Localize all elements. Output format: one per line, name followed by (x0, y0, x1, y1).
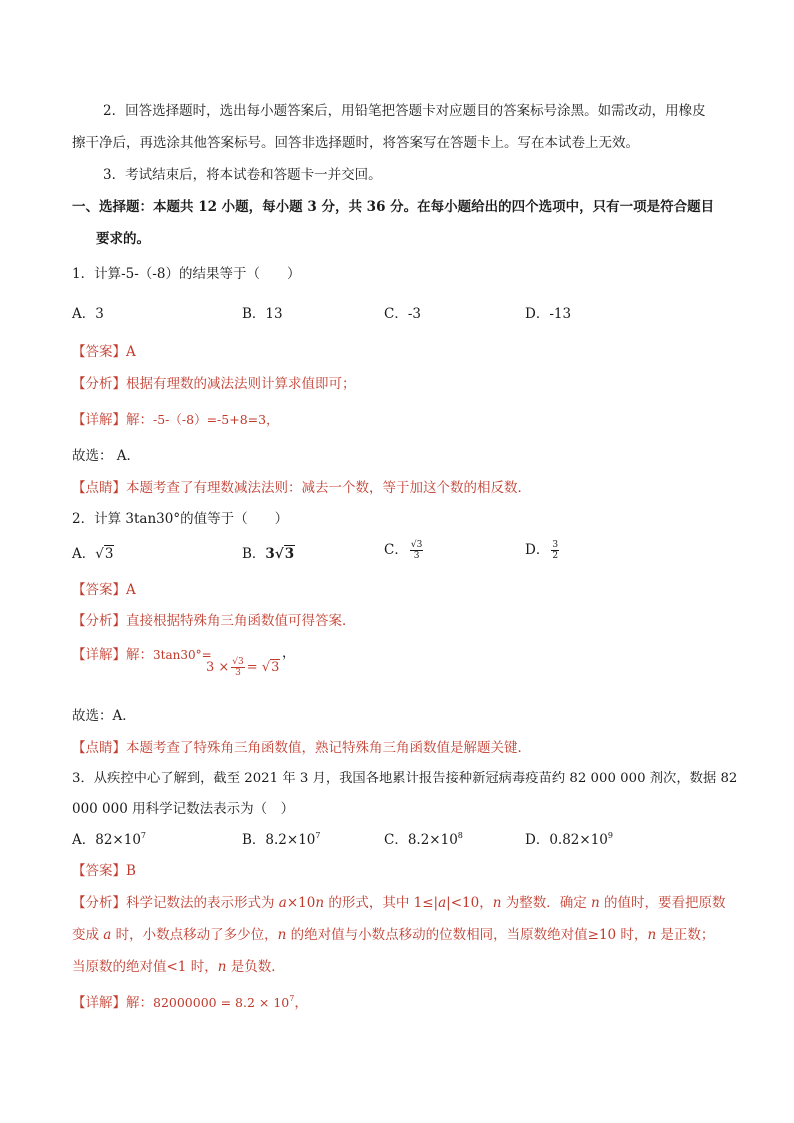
analysis-text: 时，小数点移动了多少位， (111, 927, 278, 943)
comment-tag: 【点睛】 (72, 740, 126, 756)
q2-detail (72, 645, 212, 665)
q3-option-c-label: C．8.2×10 (384, 832, 458, 848)
q1-comment-text: 本题考查了有理数减法法则：减去一个数，等于加这个数的相反数． (126, 480, 531, 496)
sqrt-radicand: 3 (104, 546, 114, 562)
comment-tag: 【点睛】 (72, 480, 126, 496)
symbol-n: n (277, 927, 287, 943)
symbol-n: n (492, 895, 502, 911)
q2-answer-value: A (126, 582, 136, 598)
analysis-text: 的绝对值与小数点移动的位数相同，当原数绝对值≥10 时， (286, 927, 648, 943)
sqrt-3: √3 (274, 546, 295, 562)
analysis-tag: 【分析】 (72, 376, 126, 392)
symbol-a: a (438, 895, 447, 911)
symbol-n: n (217, 959, 227, 975)
section-heading-line-1: 一、选择题：本题共 12 小题，每小题 3 分，共 36 分。在每小题给出的四个选项中，只有一项是符合题目 (72, 199, 715, 215)
q3-analysis-line-2 (72, 925, 714, 945)
fraction (231, 657, 244, 678)
instruction-2-line-1: 2．回答选择题时，选出每小题答案后，用铅笔把答题卡对应题目的答案标号涂黑。如需改动，用橡皮 (103, 103, 706, 119)
analysis-tag: 【分析】 (72, 895, 126, 911)
analysis-text: 是正数； (656, 927, 715, 943)
q3-option-a (72, 830, 146, 850)
frac-num-value: 3 (416, 540, 423, 550)
q2-stem: 2．计算 3tan30°的值等于（ ） (72, 511, 289, 527)
q2-option-a (72, 544, 114, 564)
q3-analysis-line-3 (72, 957, 285, 977)
answer-tag: 【答案】 (72, 582, 126, 598)
detail-tag: 【详解】 (72, 412, 126, 428)
sqrt-3: √3 (261, 660, 280, 675)
q2-detail-prefix: 解： (126, 647, 153, 663)
q2-answer (72, 580, 136, 600)
analysis-text: 的形式，其中 1≤| (324, 895, 439, 911)
analysis-text: 当原数的绝对值<1 时， (72, 959, 218, 975)
symbol-n: n (591, 895, 600, 911)
analysis-text: 科学记数法的表示形式为 (126, 895, 279, 911)
symbol-a: a (278, 895, 287, 911)
q1-analysis-text: 根据有理数的减法法则计算求值即可； (126, 376, 356, 392)
q1-analysis (72, 374, 356, 394)
q3-detail-prefix: 解： (126, 995, 153, 1011)
instruction-3: 3．考试结束后，将本试卷和答题卡一并交回。 (103, 167, 382, 183)
q2-option-c (384, 540, 425, 561)
fraction-numerator: 3 (552, 540, 559, 550)
q2-comment (72, 738, 531, 758)
analysis-tag: 【分析】 (72, 613, 126, 629)
symbol-a: a (103, 927, 112, 943)
q1-option-b: B．13 (242, 306, 283, 322)
fraction-numerator: √3 (232, 657, 244, 667)
q1-answer-value: A (126, 344, 136, 360)
q1-detail-expr: -5-（-8）=-5+8=3， (153, 412, 279, 427)
q3-analysis-line-1 (72, 893, 726, 913)
q3-option-b-label: B．8.2×10 (242, 832, 316, 848)
fraction-denominator: 3 (235, 668, 241, 678)
sqrt-radicand: 3 (284, 546, 295, 562)
detail-tag: 【详解】 (72, 995, 126, 1011)
exponent: 8 (457, 831, 463, 840)
section-heading-line-2: 要求的。 (96, 231, 150, 247)
detail-tag: 【详解】 (72, 647, 126, 663)
exponent: 7 (289, 994, 295, 1003)
q2-detail-formula (206, 657, 280, 678)
q2-option-b (242, 544, 295, 564)
q1-option-c: C．-3 (384, 306, 421, 322)
q2-comment-text: 本题考查了特殊角三角函数值，熟记特殊角三角函数值是解题关键． (126, 740, 531, 756)
symbol-n: n (315, 895, 325, 911)
q1-option-a: A．3 (72, 306, 104, 322)
q2-analysis (72, 611, 356, 631)
exponent: 9 (607, 831, 613, 840)
q3-stem-line-2: 000 000 用科学记数法表示为（ ） (72, 801, 295, 817)
q2-analysis-text: 直接根据特殊角三角函数值可得答案． (126, 613, 356, 629)
exponent: 7 (140, 831, 147, 840)
q3-option-c (384, 830, 463, 850)
q2-choice: 故选：A． (72, 708, 136, 724)
analysis-text: 是负数． (226, 959, 285, 975)
q2-option-b-label: B． (242, 546, 266, 562)
frac-num-value: 3 (238, 657, 244, 667)
fraction-numerator: √3 (410, 540, 423, 550)
analysis-text: |<10， (446, 895, 493, 911)
q3-option-b (242, 830, 320, 850)
exponent: 7 (315, 831, 321, 840)
q3-detail (72, 993, 308, 1013)
instruction-2-line-2: 擦干净后，再选涂其他答案标号。回答非选择题时，将答案写在答题卡上。写在本试卷上无效。 (72, 135, 639, 151)
q1-choice: 故选： A． (72, 448, 141, 464)
q3-stem-line-1: 3．从疾控中心了解到，截至 2021 年 3 月，我国各地累计报告接种新冠病毒疫苗约 82 000 000 剂次，数据 82 (72, 771, 738, 786)
q1-detail-prefix: 解： (126, 412, 153, 428)
formula-equals: = (246, 660, 258, 675)
q3-answer (72, 861, 136, 881)
fraction (410, 540, 423, 561)
analysis-text: ×10 (286, 895, 316, 911)
q2-option-d (525, 540, 561, 561)
analysis-text: 变成 (72, 927, 104, 943)
answer-tag: 【答案】 (72, 344, 126, 360)
q1-answer (72, 342, 136, 362)
analysis-text: 为整数．确定 (501, 895, 592, 911)
fraction-denominator: 3 (413, 551, 420, 561)
symbol-n: n (647, 927, 657, 943)
q2-option-a-label: A． (72, 546, 96, 562)
q3-option-d-label: D．0.82×10 (525, 832, 608, 848)
q1-comment (72, 478, 531, 498)
q2-detail-lhs: 3tan30°= (153, 648, 212, 662)
q3-answer-value: B (126, 863, 136, 879)
q3-detail-expr: 82000000 = 8.2 × 10 (153, 995, 290, 1010)
q1-detail (72, 410, 279, 430)
q3-option-a-label: A．82×10 (72, 832, 141, 848)
answer-tag: 【答案】 (72, 863, 126, 879)
q3-detail-comma: ， (294, 995, 308, 1011)
formula-multiplier: 3 × (206, 660, 230, 675)
analysis-text: 的值时，要看把原数 (599, 895, 726, 911)
fraction (551, 540, 559, 561)
q2-option-c-label: C． (384, 542, 408, 558)
q3-option-d (525, 830, 613, 850)
fraction-denominator: 2 (552, 551, 559, 561)
sqrt-3: √3 (95, 546, 114, 562)
q1-stem: 1．计算-5-（-8）的结果等于（ ） (72, 266, 301, 282)
q1-option-d: D．-13 (525, 306, 572, 322)
q2-option-b-coef: 3 (265, 546, 275, 562)
sqrt-radicand: 3 (271, 660, 280, 675)
q2-option-d-label: D． (525, 542, 550, 558)
q2-detail-comma: ， (282, 645, 296, 661)
